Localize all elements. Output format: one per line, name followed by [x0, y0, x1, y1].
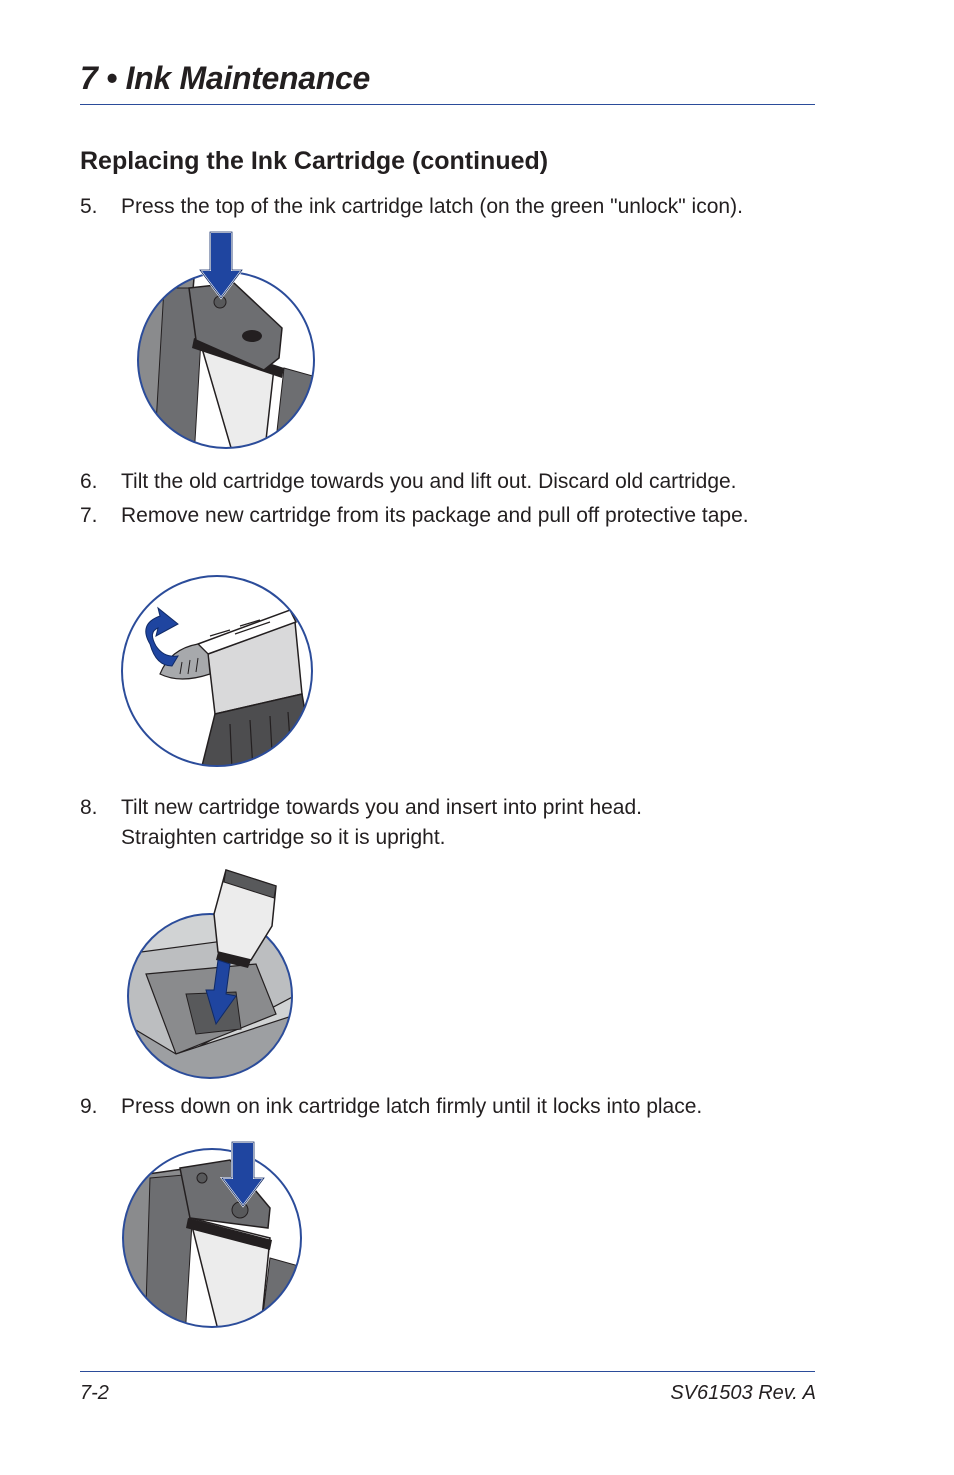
- step-9: [80, 1092, 820, 1122]
- step-7: [80, 501, 800, 531]
- step-6: [80, 467, 820, 497]
- page-number: 7-2: [80, 1382, 109, 1404]
- footer-rule: [80, 1371, 815, 1372]
- step-text: Tilt the old cartridge towards you and lift out. Discard old cartridge.: [121, 470, 737, 493]
- illustration-insert-cartridge: [126, 864, 298, 1082]
- illustration-remove-tape: [120, 574, 316, 770]
- illustration-lock-latch: [120, 1138, 306, 1330]
- step-5: [80, 192, 820, 222]
- step-text: Tilt new cartridge towards you and insert into print head. Straighten cartridge so it is upright.: [121, 796, 642, 849]
- step-text: Press down on ink cartridge latch firmly until it locks into place.: [121, 1095, 703, 1118]
- step-number: 7.: [80, 504, 98, 527]
- step-text: Remove new cartridge from its package and pull off protective tape.: [121, 504, 749, 527]
- step-number: 6.: [80, 470, 98, 493]
- step-number: 9.: [80, 1095, 98, 1118]
- step-number: 5.: [80, 195, 98, 218]
- step-number: 8.: [80, 796, 98, 819]
- chapter-title: 7 • Ink Maintenance: [80, 60, 371, 96]
- illustration-press-latch: [134, 228, 320, 452]
- document-id: SV61503 Rev. A: [670, 1382, 816, 1404]
- step-text: Press the top of the ink cartridge latch (on the green "unlock" icon).: [121, 195, 743, 218]
- section-title: Replacing the Ink Cartridge (continued): [80, 147, 549, 175]
- step-8: [80, 793, 820, 853]
- header-rule: [80, 104, 815, 105]
